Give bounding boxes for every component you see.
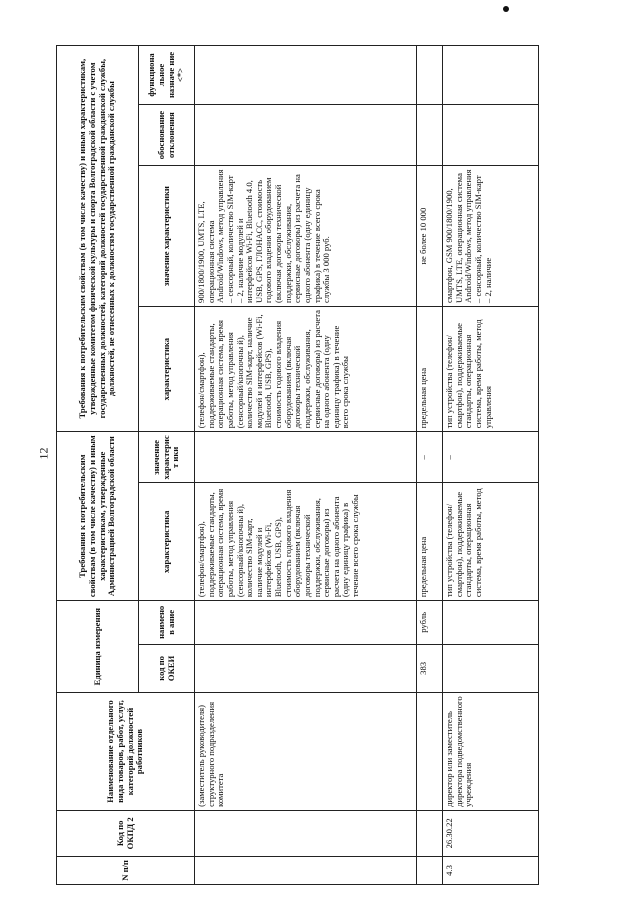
header-unit: Единица измерения	[57, 601, 139, 693]
header-unit-name: наименов ание	[139, 601, 195, 644]
cell-justification	[417, 104, 443, 165]
cell-okpd	[417, 810, 443, 856]
cell-unit: рубль	[417, 601, 443, 644]
cell-function	[195, 46, 417, 105]
cell-function	[443, 46, 539, 105]
cell-n: 4.3	[443, 856, 539, 884]
cell-name: (заместитель руководителя) структурного подразделения комитета	[195, 693, 417, 811]
cell-okpd: 26.30.22	[443, 810, 539, 856]
cell-n	[195, 856, 417, 884]
table-row	[195, 46, 417, 885]
scan-mark	[503, 6, 509, 12]
header-function: функциона льное назначе ние <*>	[139, 46, 195, 105]
cell-cmt-value: не более 10 000	[417, 166, 443, 307]
table-row	[443, 46, 539, 885]
header-cmt-value: значение характеристики	[139, 166, 195, 307]
cell-name: директор или заместитель директора подведомственного учреждения	[443, 693, 539, 811]
rotated-table-container	[56, 45, 626, 885]
cell-okei	[443, 644, 539, 693]
cell-cmt-char: (телефон/смартфон), поддерживаемые стандарты, операционная система, время работы, метод управления (сенсорный/кнопочны й), количество SIM-карт, наличие модулей и интерфейсов (Wi-Fi, Bluetooth, USB, GPS), стоимость годового владения оборудованием (включая договоры технической поддержки, обслуживания, сервисные договоры) из расчета на одного абонента (одну единицу трафика) в течение всего срока службы	[195, 306, 417, 431]
cell-n	[417, 856, 443, 884]
header-n: N п/п	[57, 856, 195, 884]
header-cmt-req: Требования к потребительским свойствам (в том числе качеству) и иным характеристикам, утвержденные комитетом физической культуры и спорта Волгоградской области с учетом государственных должностей, категорий должностей государственной гражданской службы, должностей, не отнесенных к должностям государственной гражданской службы	[57, 46, 139, 432]
cell-name	[417, 693, 443, 811]
cell-adm-value: –	[417, 432, 443, 483]
header-name: Наименование отдельного вида товаров, работ, услуг, категорий должностей работников	[57, 693, 195, 811]
header-adm-value: значение характерист ики	[139, 432, 195, 483]
header-okpd: Код по ОКПД 2	[57, 810, 195, 856]
cell-cmt-value: смартфон, GSM 900/1800/1900, UMTS, LTE, операционная система Android/Windows, метод управления – сенсорный, количество SIM-карт – 2, наличие	[443, 166, 539, 307]
requirements-table	[56, 45, 539, 885]
cell-function	[417, 46, 443, 105]
table-row	[417, 46, 443, 885]
cell-okpd	[195, 810, 417, 856]
cell-adm-value	[195, 432, 417, 483]
header-okei-code: код по ОКЕИ	[139, 644, 195, 693]
cell-adm-char: предельная цена	[417, 483, 443, 601]
header-adm-req: Требования к потребительским свойствам (в том числе качеству) и иным характеристикам, утвержденные Администрацией Волгоградской области	[57, 432, 139, 601]
header-justification: обоснование отклонения	[139, 104, 195, 165]
header-cmt-char: характеристика	[139, 306, 195, 431]
cell-justification	[443, 104, 539, 165]
cell-adm-char: (телефон/смартфон), поддерживаемые стандарты, операционная система, время работы, метод управления (сенсорный/кнопочны й), количество SIM-карт, наличие модулей и интерфейсов (Wi-Fi, Bluetooth, USB, GPS), стоимость годового владения оборудованием (включая договоры технической поддержки, обслуживания, сервисные договоры) из расчета на одного абонента (одну единицу трафика) в течение всего срока службы	[195, 483, 417, 601]
cell-adm-value: –	[443, 432, 539, 483]
cell-okei: 383	[417, 644, 443, 693]
cell-okei	[195, 644, 417, 693]
page-number: 12	[36, 447, 51, 460]
header-adm-char: характеристика	[139, 483, 195, 601]
cell-unit	[443, 601, 539, 644]
cell-unit	[195, 601, 417, 644]
cell-justification	[195, 104, 417, 165]
cell-cmt-char: тип устройства (телефон/смартфон), поддерживаемые стандарты, операционная система, время работы, метод управления	[443, 306, 539, 431]
cell-adm-char: тип устройства (телефон/смартфон), поддерживаемые стандарты, операционная система, время работы, метод	[443, 483, 539, 601]
cell-cmt-char: предельная цена	[417, 306, 443, 431]
cell-cmt-value: 900/1800/1900, UMTS, LTE, операционная система Android/Windows, метод управления – сенсорный, количество SIM-карт – 2, наличие модулей и интерфейсов Wi-Fi, Bluetooth 4.0, USB, GPS, ГЛОНАСС, стоимость годового владения оборудованием (включая договоры технической поддержки, обслуживания, сервисные договоры) из расчета на одного абонента (одну единицу трафика) в течение всего срока службы 3 000 руб.	[195, 166, 417, 307]
